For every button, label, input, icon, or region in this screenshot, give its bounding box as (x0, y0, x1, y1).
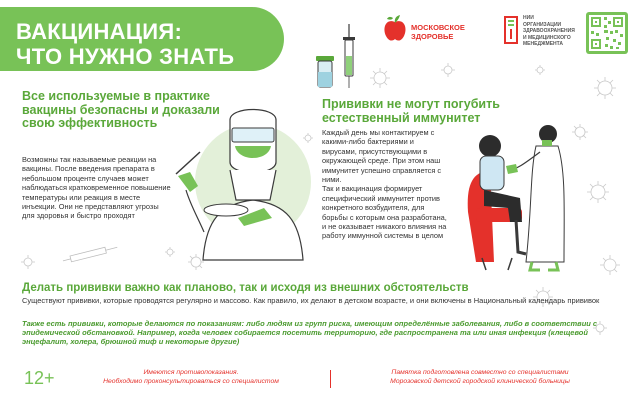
title-line-2: ЧТО НУЖНО ЗНАТЬ (16, 44, 235, 69)
title-line-1: ВАКЦИНАЦИЯ: (16, 19, 183, 44)
virus-icon (587, 181, 609, 203)
section1-heading: Все используемые в практике вакцины безопасны и доказали свою эффективность (22, 89, 220, 130)
section3-heading: Делать прививки важно как планово, так и исходя из внешних обстоятельств (22, 282, 469, 294)
virus-icon (21, 255, 35, 269)
logo2-text: НИИ ОРГАНИЗАЦИИ ЗДРАВООХРАНЕНИЯ И МЕДИЦИНСКОГО МЕНЕДЖМЕНТА (523, 15, 575, 47)
section1-text: Возможны так называемые реакции на вакцины. После введения препарата в небольшом проценте случаев может наблюдаться кратковременное повышение температуры или реакция в месте инъекции. Они не представляют угрозы для здоровья и быстро проходят (22, 155, 171, 221)
syringe-icon (62, 244, 118, 263)
vaccination-scene-illustration (460, 112, 590, 272)
virus-icon (600, 255, 620, 275)
footer-divider (330, 370, 331, 388)
section3-note: Также есть прививки, которые делаются по показаниям: либо людям из групп риска, имеющим определённые заболевания, либо в соответствии с эпидемической обстановкой. Например, когда человек собирается посетить территорию, где распространена та или иная инфекция (клещевой энцефалит, холера, брюшной тиф и некоторые другие) (22, 319, 598, 347)
section2-paragraph-2: Так и вакцинация формирует специфический иммунитет против конкретного возбудителя, для борьбы с которым она разработана, и не оказывает никакого влияния на работу иммунной системы в целом (322, 184, 447, 241)
prepared-by-note: Памятка подготовлена совместно со специалистами Морозовской детской городской клинической больницы (390, 369, 570, 385)
logo1-text: МОСКОВСКОЕ ЗДОРОВЬЕ (411, 23, 465, 41)
section2-heading: Прививки не могут погубить естественный иммунитет (322, 97, 500, 125)
virus-icon (370, 68, 390, 88)
age-rating: 12+ (24, 368, 55, 388)
section3-text: Существуют прививки, которые проводятся регулярно и массово. Как правило, их делают в детском возрасте, и они включены в Национальный календарь прививок (22, 296, 600, 305)
section2-paragraph-1: Каждый день мы контактируем с какими-либо бактериями и вирусами, присутствующими в окружающей среде. При этом наш иммунитет успешно справляется с ними. (322, 128, 442, 185)
virus-icon (594, 77, 616, 99)
section2-text (322, 128, 450, 241)
contraindications-note: Имеются противопоказания. Необходимо проконсультироваться со специалистом (103, 369, 279, 385)
virus-icon (535, 65, 545, 75)
virus-icon (441, 63, 455, 77)
